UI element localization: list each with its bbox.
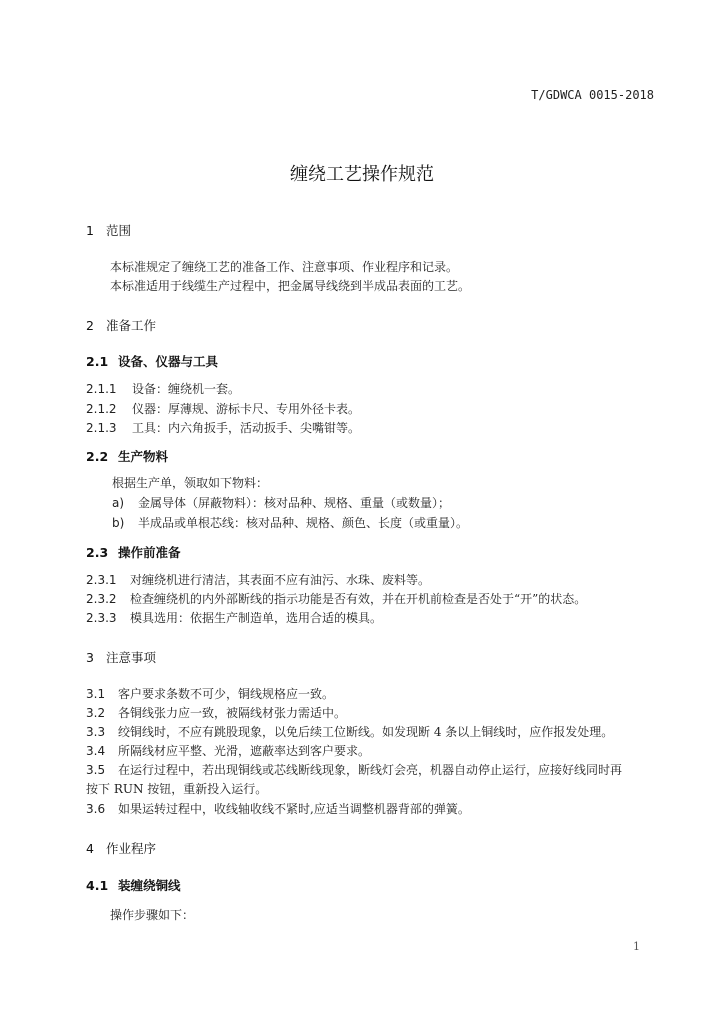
section-2-2-intro: 根据生产单，领取如下物料： [112, 476, 269, 490]
list-item-3-4: 3.4 所隔线材应平整、光滑，遮蔽率达到客户要求。 [86, 744, 371, 758]
standard-code: T/GDWCA 0015-2018 [531, 88, 654, 102]
list-item-3-6: 3.6 如果运转过程中，收线轴收线不紧时,应适当调整机器背部的弹簧。 [86, 802, 470, 816]
section-1-para-2: 本标准适用于线缆生产过程中，把金属导线绕到半成品表面的工艺。 [110, 279, 471, 293]
list-item-2-2-b: b) 半成品或单根芯线：核对品种、规格、颜色、长度（或重量）。 [112, 516, 469, 530]
section-3-heading: 3 注意事项 [86, 650, 157, 665]
section-2-2-heading: 2.2 生产物料 [86, 449, 169, 464]
section-2-heading: 2 准备工作 [86, 318, 157, 333]
section-4-1-intro: 操作步骤如下： [110, 908, 195, 922]
list-item-3-1: 3.1 客户要求条数不可少，铜线规格应一致。 [86, 687, 335, 701]
list-item-2-3-2: 2.3.2 检查缠绕机的内外部断线的指示功能是否有效，并在开机前检查是否处于“开”的状态。 [86, 592, 587, 606]
section-1-para-1: 本标准规定了缠绕工艺的准备工作、注意事项、作业程序和记录。 [110, 260, 459, 274]
section-4-1-heading: 4.1 装缠绕铜线 [86, 878, 181, 893]
list-item-3-5-continued: 按下 RUN 按钮，重新投入运行。 [86, 782, 268, 796]
list-item-3-2: 3.2 各铜线张力应一致，被隔线材张力需适中。 [86, 706, 347, 720]
list-item-3-3: 3.3 绞铜线时，不应有跳股现象，以免后续工位断线。如发现断 4 条以上铜线时，应作报发处理。 [86, 725, 614, 739]
document-title: 缠绕工艺操作规范 [290, 164, 434, 185]
list-item-2-3-1: 2.3.1 对缠绕机进行清洁，其表面不应有油污、水珠、废料等。 [86, 573, 431, 587]
section-2-3-heading: 2.3 操作前准备 [86, 545, 181, 560]
section-2-1-heading: 2.1 设备、仪器与工具 [86, 354, 219, 369]
list-item-2-1-3: 2.1.3 工具：内六角扳手，活动扳手、尖嘴钳等。 [86, 421, 361, 435]
section-4-heading: 4 作业程序 [86, 841, 157, 856]
list-item-3-5: 3.5 在运行过程中，若出现铜线或芯线断线现象，断线灯会亮，机器自动停止运行，应接好线同时再 [86, 763, 623, 777]
list-item-2-1-2: 2.1.2 仪器：厚薄规、游标卡尺、专用外径卡表。 [86, 402, 361, 416]
list-item-2-1-1: 2.1.1 设备：缠绕机一套。 [86, 382, 241, 396]
page-number: 1 [633, 940, 640, 953]
section-1-heading: 1 范围 [86, 223, 132, 238]
list-item-2-3-3: 2.3.3 模具选用：依据生产制造单，选用合适的模具。 [86, 611, 383, 625]
list-item-2-2-a: a) 金属导体（屏蔽物料）：核对品种、规格、重量（或数量）； [112, 496, 451, 510]
